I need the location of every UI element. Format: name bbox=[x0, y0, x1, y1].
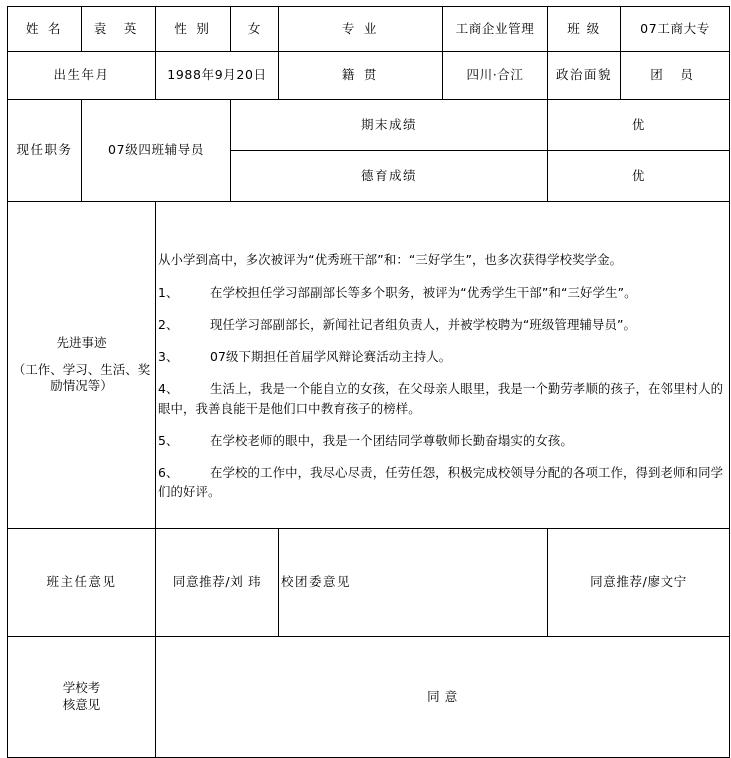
achievements-item-4-text: 生活上，我是一个能自立的女孩，在父母亲人眼里，我是一个勤劳孝顺的孩子，在邻里村人的眼中，我善良能干是他们口中教育孩子的榜样。 bbox=[158, 381, 724, 416]
field-label-name: 姓 名 bbox=[8, 7, 82, 52]
achievements-item-2-number: 2、 bbox=[158, 316, 179, 332]
achievements-item-2 bbox=[158, 315, 727, 334]
achievements-label-line2: （工作、学习、生活、奖励情况等） bbox=[12, 361, 151, 394]
school-review-label-line1: 学校考 bbox=[62, 680, 101, 696]
achievements-label-line1: 先进事迹 bbox=[56, 334, 107, 350]
field-label-major: 专 业 bbox=[279, 7, 443, 52]
achievements-item-1 bbox=[158, 283, 727, 302]
field-label-moral-score: 德育成绩 bbox=[231, 151, 548, 202]
field-value-class[interactable]: 07工商大专 bbox=[621, 7, 730, 52]
achievements-item-4 bbox=[158, 379, 727, 417]
field-value-youth-league-opinion[interactable]: 同意推荐/廖文宁 bbox=[548, 529, 730, 637]
field-value-birth-date[interactable]: 1988年9月20日 bbox=[156, 52, 279, 100]
field-value-gender[interactable]: 女 bbox=[231, 7, 279, 52]
field-value-final-score[interactable]: 优 bbox=[548, 100, 730, 151]
field-label-youth-league-opinion: 校团委意见 bbox=[279, 529, 548, 637]
achievements-item-1-text: 在学校担任学习部副部长等多个职务，被评为“优秀学生干部”和“三好学生”。 bbox=[210, 284, 637, 300]
field-value-political-status[interactable]: 团 员 bbox=[621, 52, 730, 100]
form-table bbox=[7, 6, 730, 758]
row-achievements bbox=[8, 202, 730, 529]
field-value-headteacher-opinion[interactable]: 同意推荐/刘 玮 bbox=[156, 529, 279, 637]
field-value-name[interactable]: 袁 英 bbox=[82, 7, 156, 52]
field-label-final-score: 期末成绩 bbox=[231, 100, 548, 151]
achievements-item-3-number: 3、 bbox=[158, 349, 179, 365]
field-label-birth-date: 出生年月 bbox=[8, 52, 156, 100]
school-review-label-line2: 核意见 bbox=[62, 697, 101, 712]
field-value-moral-score[interactable]: 优 bbox=[548, 151, 730, 202]
achievements-item-3-text: 07级下期担任首届学风辩论赛活动主持人。 bbox=[210, 349, 452, 365]
field-label-headteacher-opinion: 班主任意见 bbox=[8, 529, 156, 637]
achievements-text-block bbox=[156, 212, 729, 519]
achievements-item-5 bbox=[158, 431, 727, 450]
field-value-achievements[interactable] bbox=[156, 202, 730, 529]
field-label-achievements bbox=[8, 202, 156, 529]
field-value-school-review[interactable]: 同 意 bbox=[156, 637, 730, 758]
achievements-item-6 bbox=[158, 463, 727, 501]
field-value-major[interactable]: 工商企业管理 bbox=[443, 7, 548, 52]
achievements-item-5-text: 在学校老师的眼中，我是一个团结同学尊敬师长勤奋塌实的女孩。 bbox=[210, 432, 573, 448]
field-label-political-status: 政治面貌 bbox=[548, 52, 621, 100]
row-birth-origin bbox=[8, 52, 730, 100]
field-label-current-duty: 现任职务 bbox=[8, 100, 82, 202]
achievements-item-6-text: 在学校的工作中，我尽心尽责，任劳任怨，积极完成校领导分配的各项工作，得到老师和同学们的好评。 bbox=[158, 465, 724, 500]
row-basic-info bbox=[8, 7, 730, 52]
achievements-item-6-number: 6、 bbox=[158, 465, 179, 481]
achievements-item-2-text: 现任学习部副部长，新闻社记者组负责人，并被学校聘为“班级管理辅导员”。 bbox=[210, 316, 637, 332]
row-school-review bbox=[8, 637, 730, 758]
row-opinions bbox=[8, 529, 730, 637]
field-label-school-review bbox=[8, 637, 156, 758]
achievements-item-3 bbox=[158, 347, 727, 366]
field-label-gender: 性 别 bbox=[156, 7, 231, 52]
row-duty-final-score bbox=[8, 100, 730, 151]
field-label-native-place: 籍 贯 bbox=[279, 52, 443, 100]
achievements-item-4-number: 4、 bbox=[158, 381, 179, 397]
field-value-native-place[interactable]: 四川·合江 bbox=[443, 52, 548, 100]
achievements-item-5-number: 5、 bbox=[158, 432, 179, 448]
achievements-item-1-number: 1、 bbox=[158, 284, 179, 300]
field-value-current-duty[interactable]: 07级四班辅导员 bbox=[82, 100, 231, 202]
field-label-class: 班 级 bbox=[548, 7, 621, 52]
achievements-lead-paragraph: 从小学到高中，多次被评为“优秀班干部”和：“三好学生”，也多次获得学校奖学金。 bbox=[158, 251, 623, 267]
